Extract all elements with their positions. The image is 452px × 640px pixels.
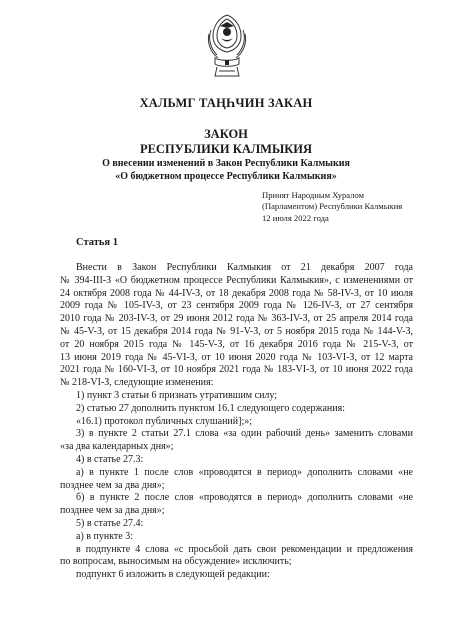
list-item: б) в пункте 2 после слов «проводятся в период» дополнить словами «не: [76, 492, 413, 504]
law-subtitle-line-1: О внесении изменений в Закон Республики Калмыкия: [102, 158, 350, 169]
text-line: 24 октября 2008 года № 44-IV-З, от 18 декабря 2008 года № 58-IV-З, от 10 июля: [60, 287, 413, 299]
adoption-note: [262, 190, 402, 224]
coat-of-arms-emblem: [205, 12, 249, 80]
article-body: [60, 262, 413, 582]
text-line: № 394-III-З «О бюджетном процессе Республики Калмыкия», с изменениями от: [60, 274, 413, 286]
text-line: № 218-VI-З, следующие изменения:: [60, 377, 214, 389]
list-item: 3) в пункте 2 статьи 27.1 слова «за один рабочий день» заменить словами: [76, 428, 413, 440]
text-line: Внести в Закон Республики Калмыкия от 21 декабря 2007 года: [76, 262, 413, 273]
list-item: 2) статью 27 дополнить пунктом 16.1 следующего содержания:: [76, 402, 345, 414]
list-item: «16.1) протокол публичных слушаний];»;: [76, 415, 253, 427]
list-item: подпункт 6 изложить в следующей редакции:: [76, 569, 270, 581]
text-line: «за два календарных дня»;: [60, 441, 174, 453]
law-subtitle-line-2: «О бюджетном процессе Республики Калмыкия»: [115, 171, 337, 182]
list-item: в подпункте 4 слова «с просьбой дать свои рекомендации и предложения: [76, 543, 413, 555]
list-item: 4) в статье 27.3:: [76, 453, 144, 465]
list-item: 5) в статье 27.4:: [76, 517, 144, 529]
list-item: а) в пункте 1 после слов «проводятся в период» дополнить словами «не: [76, 466, 413, 478]
text-line: позднее чем за два дня»;: [60, 479, 165, 491]
adoption-line: Принят Народным Хуралом: [262, 190, 365, 200]
adoption-line: (Парламентом) Республики Калмыкия: [262, 201, 403, 212]
kalmyk-law-title: ХАЛЬМГ ТАҢҺЧИН ЗАКАН: [139, 96, 313, 110]
text-line: позднее чем за два дня»;: [60, 505, 165, 517]
text-line: от 20 ноября 2015 года № 145-V-З, от 16 декабря 2016 года № 215-V-З, от: [60, 338, 413, 350]
text-line: по вопросам, выносимым на обсуждение» исключить;: [60, 556, 292, 568]
law-heading: ЗАКОН: [204, 127, 248, 141]
list-item: а) в пункте 3:: [76, 530, 134, 542]
adoption-date: 12 июля 2022 года: [262, 212, 329, 223]
text-line: 2021 года № 160-VI-З, от 10 ноября 2021 года № 183-VI-З, от 10 июня 2022 года: [60, 364, 413, 376]
list-item: 1) пункт 3 статьи 6 признать утратившим силу;: [76, 389, 278, 401]
text-line: 13 июня 2019 года № 45-VI-З, от 10 июня 2020 года № 103-VI-З, от 12 марта: [60, 351, 413, 363]
text-line: № 45-V-З, от 15 декабря 2014 года № 91-V-З, от 5 ноября 2015 года № 144-V-З,: [60, 325, 413, 337]
republic-heading: РЕСПУБЛИКИ КАЛМЫКИЯ: [139, 142, 313, 156]
text-line: 2010 года № 203-IV-З, от 29 июня 2012 года № 363-IV-З, от 25 апреля 2014 года: [60, 313, 413, 325]
text-line: 2009 года № 105-IV-З, от 23 сентября 2009 года № 126-IV-З, от 27 сентября: [60, 300, 413, 312]
article-title: Статья 1: [76, 237, 118, 248]
